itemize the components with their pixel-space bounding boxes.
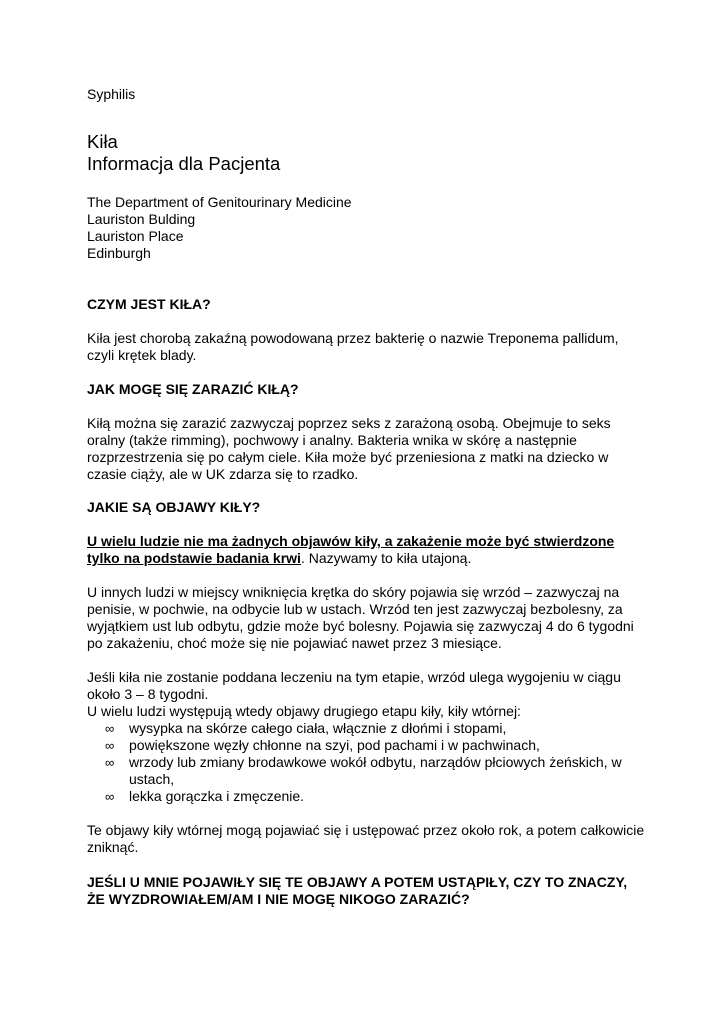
secondary-symptoms-list — [87, 720, 647, 805]
list-item — [87, 754, 647, 788]
title-line-2: Informacja dla Pacjenta — [87, 153, 281, 174]
latent-emphasis: U wielu ludzie nie ma żadnych objawów kiły, a zakażenie może być stwierdzone tylko na podstawie badania krwi — [87, 533, 615, 566]
infinity-bullet-icon: ∞ — [105, 789, 115, 804]
list-item — [87, 720, 647, 737]
infinity-bullet-icon: ∞ — [105, 755, 115, 770]
infinity-bullet-icon: ∞ — [105, 738, 115, 753]
infinity-bullet-icon: ∞ — [105, 721, 115, 736]
address-block — [87, 194, 647, 262]
list-item-text: wrzody lub zmiany brodawkowe wokół odbytu, narządów płciowych żeńskich, w ustach, — [129, 754, 622, 787]
list-item-text: wysypka na skórze całego ciała, włącznie z dłońmi i stopami, — [129, 720, 507, 736]
section-heading-recovered: JEŚLI U MNIE POJAWIŁY SIĘ TE OBJAWY A POTEM USTĄPIŁY, CZY TO ZNACZY, ŻE WYZDROWIAŁEM/AM I NIE MOGĘ NIKOGO ZARAZIĆ? — [87, 874, 628, 907]
address-line: Lauriston Place — [87, 228, 184, 244]
paragraph-secondary-outro: Te objawy kiły wtórnej mogą pojawiać się i ustępować przez około rok, a potem całkowicie zniknąć. — [87, 822, 645, 855]
paragraph-chancre: U innych ludzi w miejscy wniknięcia krętka do skóry pojawia się wrzód – zazwyczaj na penisie, w pochwie, na odbycie lub w ustach. Wrzód ten jest zazwyczaj bezbolesny, za wyjątkiem ust lub odbytu, gdzie może być bolesny. Pojawia się zazwyczaj 4 do 6 tygodni po zakażeniu, choć może się nie pojawiać nawet przez 3 miesiące. — [87, 584, 634, 651]
section-heading-how-infected: JAK MOGĘ SIĘ ZARAZIĆ KIŁĄ? — [87, 381, 299, 397]
paragraph-how-infected: Kiłą można się zarazić zazwyczaj poprzez seks z zarażoną osobą. Obejmuje to seks oralny (także rimming), pochwowy i analny. Bakteria wnika w skórę a następnie rozprzestrzenia się po całym ciele. Kiła może być przeniesiona z matki na dziecko w czasie ciąży, ale w UK zdarza się to rzadko. — [87, 415, 611, 482]
paragraph-healing: Jeśli kiła nie zostanie poddana leczeniu na tym etapie, wrzód ulega wygojeniu w ciągu około 3 – 8 tygodni. — [87, 669, 621, 702]
paragraph-latent — [87, 533, 647, 567]
list-item — [87, 737, 647, 754]
document-page — [87, 86, 647, 908]
list-item-text: lekka gorączka i zmęczenie. — [129, 788, 305, 804]
address-line: The Department of Genitourinary Medicine — [87, 194, 352, 210]
title-line-1: Kiła — [87, 131, 118, 152]
document-title — [87, 131, 647, 175]
address-line: Lauriston Bulding — [87, 211, 196, 227]
paragraph-what-is: Kiła jest chorobą zakaźną powodowaną przez bakterię o nazwie Treponema pallidum, czyli krętek blady. — [87, 330, 619, 363]
list-item — [87, 788, 647, 805]
latent-tail: . Nazywamy to kiła utajoną. — [300, 550, 472, 566]
list-item-text: powiększone węzły chłonne na szyi, pod pachami i w pachwinach, — [129, 737, 540, 753]
address-line: Edinburgh — [87, 245, 151, 261]
section-heading-symptoms: JAKIE SĄ OBJAWY KIŁY? — [87, 499, 261, 515]
paragraph-secondary-intro: U wielu ludzi występują wtedy objawy drugiego etapu kiły, kiły wtórnej: — [87, 703, 521, 719]
section-heading-what-is: CZYM JEST KIŁA? — [87, 296, 211, 312]
header-label: Syphilis — [87, 86, 136, 102]
